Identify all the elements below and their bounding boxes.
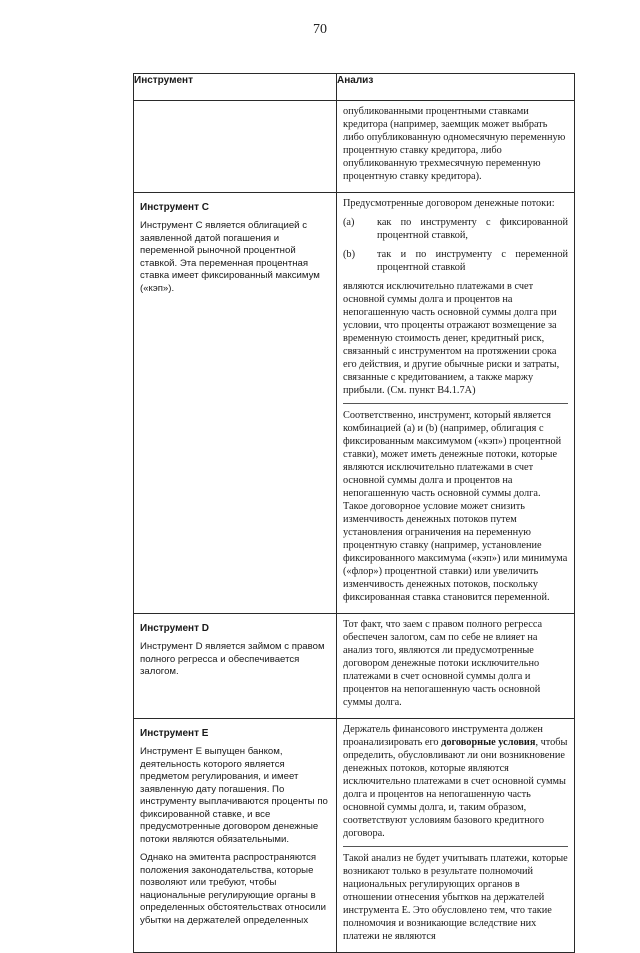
table-row-instrument-e xyxy=(134,719,575,953)
analysis-paragraph: опубликованными процентными ставками кредитора (например, заемщик может выбрать либо опубликованную одномесячную переменную процентную ставку кредитора, либо опубликованную трехмесячную переменную процентную ставку кредитора). xyxy=(343,106,566,182)
analysis-paragraph: Тот факт, что заем с правом полного регресса обеспечен залогом, сам по себе не влияет на анализ того, являются ли предусмотренные договором денежные потоки исключительно платежами в счет основной суммы долга и процентов на непогашенную часть основной суммы долга. xyxy=(343,619,543,708)
analysis-cell xyxy=(337,614,575,719)
analysis-paragraph: Соответственно, инструмент, который является комбинацией (a) и (b) (например, облигация с фиксированным максимумом («кэп») процентной ставки), может иметь денежные потоки, которые являются исключительно платежами в счет основной суммы долга и процентов на непогашенную часть основной суммы долга. Такое договорное условие может снизить изменчивость денежных потоков путем установления ограничения на переменную процентную ставку (например, установление фиксированного максимума («кэп») или минимума («флор») процентной ставки) или увеличить изменчивость денежных потоков, поскольку фиксированная ставка становится переменной. xyxy=(343,410,568,603)
analysis-cell xyxy=(337,719,575,953)
analysis-cell xyxy=(337,193,575,614)
analysis-text: Держатель финансового инструмента должен проанализировать его xyxy=(343,724,543,748)
instrument-name: Инструмент Е xyxy=(140,728,209,739)
analysis-paragraph xyxy=(343,723,568,840)
instrument-description: Инструмент Е выпущен банком, деятельность которого является предметом регулирования, и имеет заявленную дату погашения. По инструменту выплачиваются проценты по фиксированной ставке, и все предусмотренные договором денежные потоки являются обязательными. xyxy=(140,746,328,845)
list-item-text: так и по инструменту с переменной процентной ставкой xyxy=(377,249,568,273)
table-row-instrument-d xyxy=(134,614,575,719)
instrument-description: Однако на эмитента распространяются положения законодательства, которые позволяют или требуют, чтобы национальные регулирующие органы в определенных обстоятельствах относили убытки на держателей определенных xyxy=(140,852,326,926)
instrument-cell-empty xyxy=(134,101,337,193)
list-item-label: (b) xyxy=(343,249,356,260)
analysis-cell-continuation xyxy=(337,101,575,193)
analysis-intro: Предусмотренные договором денежные потоки: xyxy=(343,198,555,209)
analysis-paragraph: Такой анализ не будет учитывать платежи, которые возникают только в результате полномочий национальных регулирующих органов в отношении отнесения убытков на держателей инструмента Е. Это обусловлено тем, что такие полномочия и возникающие вследствие них платежи не являются xyxy=(343,853,568,942)
paragraph-divider xyxy=(343,846,568,847)
list-item-text: как по инструменту с фиксированной процентной ставкой, xyxy=(377,217,568,241)
analysis-list-item xyxy=(343,216,568,242)
page-number: 70 xyxy=(313,22,327,37)
analysis-list-item xyxy=(343,248,568,274)
instrument-name: Инструмент D xyxy=(140,623,209,634)
column-header-instrument: Инструмент xyxy=(134,74,337,101)
analysis-emphasis: договорные условия xyxy=(441,737,536,748)
instrument-cell xyxy=(134,614,337,719)
paragraph-divider xyxy=(343,403,568,404)
instrument-name: Инструмент С xyxy=(140,202,209,213)
instrument-analysis-table xyxy=(133,73,575,953)
analysis-text: , чтобы определить, обусловливают ли они возникновение денежных потоков, которые являются исключительно платежами в счет основной суммы долга и процентов на непогашенную часть основной суммы долга, и, таким образом, соответствуют условиям базового кредитного договора. xyxy=(343,737,568,839)
instrument-description: Инструмент С является облигацией с заявленной датой погашения и переменной рыночной процентной ставкой. Эта переменная процентная ставка имеет фиксированный максимум («кэп»). xyxy=(140,220,320,294)
list-item-label: (a) xyxy=(343,217,355,228)
instrument-cell xyxy=(134,719,337,953)
table-row-instrument-c xyxy=(134,193,575,614)
column-header-analysis: Анализ xyxy=(337,74,575,101)
instrument-cell xyxy=(134,193,337,614)
analysis-paragraph: являются исключительно платежами в счет основной суммы долга и процентов на непогашенную часть основной суммы долга при условии, что проценты отражают возмещение за временную стоимость денег, кредитный риск, связанный с инструментом на протяжении срока его действия, и другие обычные риски и затраты, связанные с кредитованием, а также маржу прибыли. (См. пункт B4.1.7A) xyxy=(343,281,560,396)
table-header-row xyxy=(134,74,575,101)
instrument-description: Инструмент D является займом с правом полного регресса и обеспечивается залогом. xyxy=(140,641,325,677)
table-row-continuation xyxy=(134,101,575,193)
